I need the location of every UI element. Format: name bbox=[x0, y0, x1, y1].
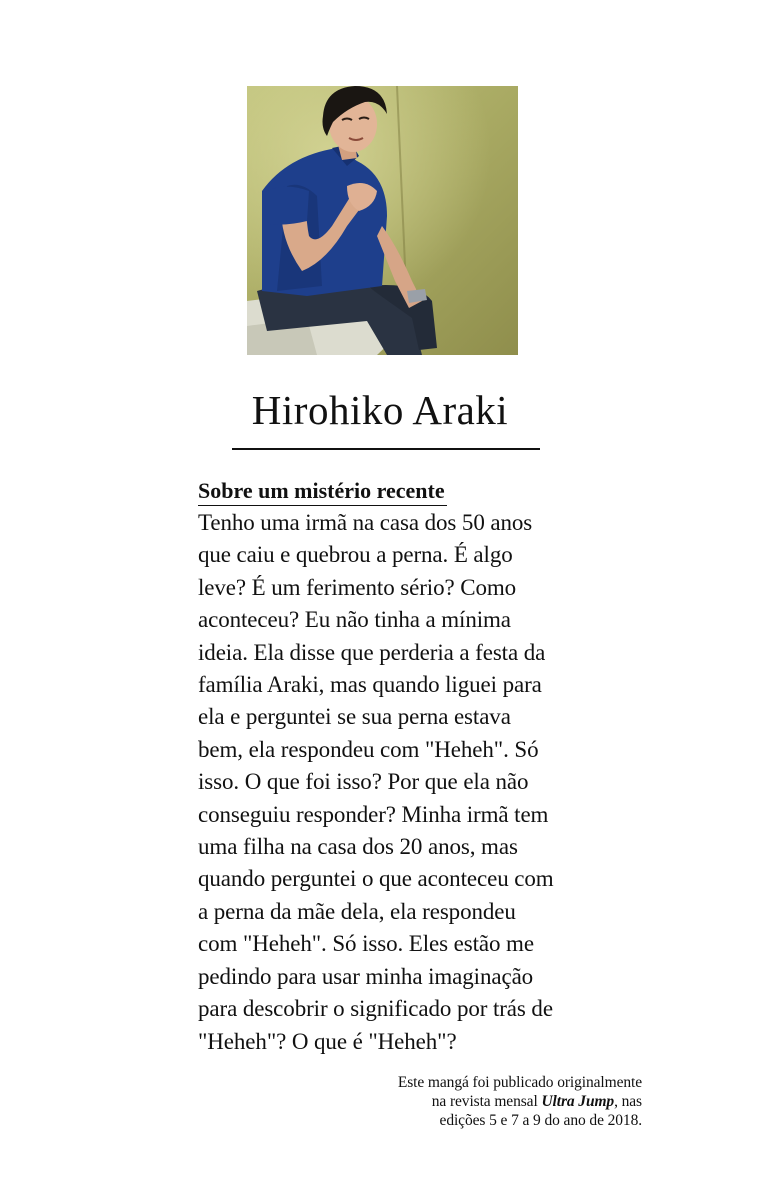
comment-body bbox=[198, 507, 618, 1058]
comment-title: Sobre um mistério recente bbox=[198, 477, 447, 506]
comment-line: Tenho uma irmã na casa dos 50 anos bbox=[198, 510, 533, 535]
publication-note-line-1: Este mangá foi publicado originalmente bbox=[397, 1074, 642, 1091]
comment-line: para descobrir o significado por trás de bbox=[198, 996, 553, 1022]
author-name: Hirohiko Araki bbox=[251, 387, 509, 433]
comment-line: família Araki, mas quando liguei para bbox=[198, 672, 542, 698]
comment-line: leve? É um ferimento sério? Como bbox=[198, 574, 517, 600]
comment-line: isso. O que foi isso? Por que ela não bbox=[198, 769, 529, 795]
comment-line: que caiu e quebrou a perna. É algo bbox=[198, 542, 513, 568]
comment-line: quando perguntei o que aconteceu com bbox=[198, 866, 554, 892]
publication-note-prefix: na revista mensal bbox=[431, 1093, 542, 1110]
publication-note-suffix: , nas bbox=[614, 1093, 642, 1110]
comment-line: "Heheh"? O que é "Heheh"? bbox=[198, 1028, 457, 1054]
comment-line: bem, ela respondeu com "Heheh". Só bbox=[198, 736, 539, 762]
comment-line: pedindo para usar minha imaginação bbox=[198, 963, 534, 989]
author-photo bbox=[247, 86, 518, 355]
comment-line: aconteceu? Eu não tinha a mínima bbox=[198, 607, 511, 633]
publication-note-line-2 bbox=[242, 1092, 642, 1111]
comment-line: ela e perguntei se sua perna estava bbox=[198, 704, 511, 730]
comment-line: conseguiu responder? Minha irmã tem bbox=[198, 801, 549, 827]
comment-line: ideia. Ela disse que perderia a festa da bbox=[198, 639, 546, 665]
author-name-underline bbox=[232, 448, 540, 450]
comment-line: com "Heheh". Só isso. Eles estão me bbox=[198, 931, 534, 957]
magazine-name: Ultra Jump bbox=[541, 1093, 615, 1110]
comment-line: a perna da mãe dela, ela respondeu bbox=[198, 898, 516, 924]
comment-line: uma filha na casa dos 20 anos, mas bbox=[198, 834, 518, 860]
publication-note bbox=[242, 1073, 642, 1130]
publication-note-line-3: edições 5 e 7 a 9 do ano de 2018. bbox=[439, 1112, 642, 1129]
